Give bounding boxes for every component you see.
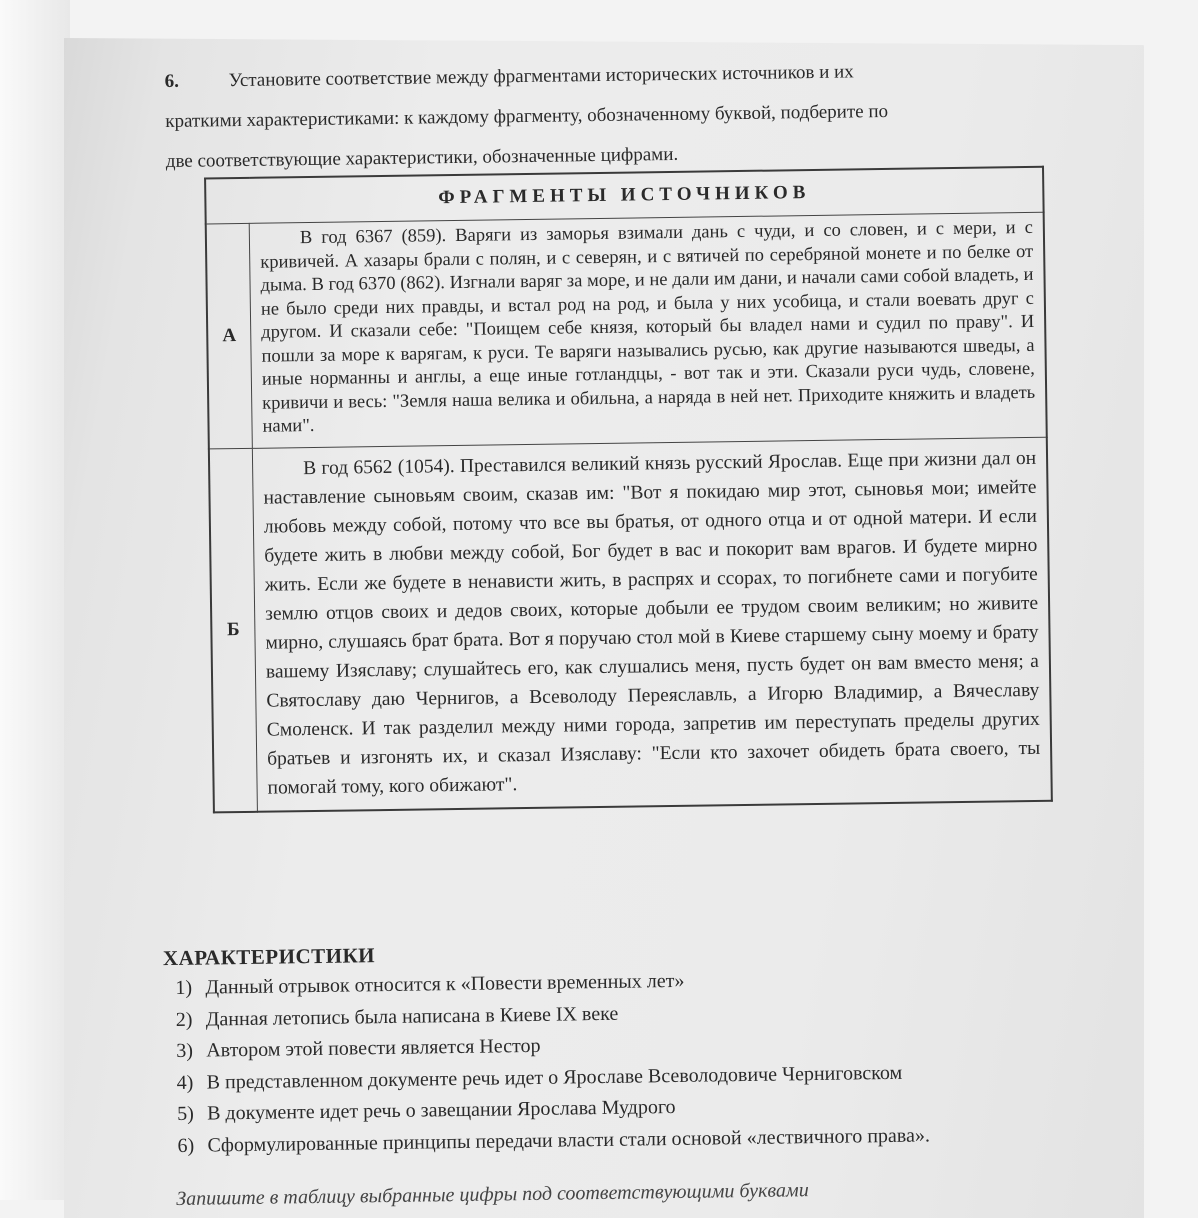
table-row <box>206 212 1047 448</box>
list-item: 6) Сформулированные принципы передачи власти стали основой «лествичного права». <box>177 1123 931 1157</box>
sources-table <box>204 166 1053 813</box>
task-statement <box>164 50 1026 182</box>
task-line-2: краткими характеристиками: к каждому фрагменту, обозначенному буквой, подберите по <box>165 100 889 133</box>
footer-cut-text: Запишите в таблицу выбранные цифры под соответствующими буквами <box>176 1179 809 1210</box>
task-line-3: две соответствующие характеристики, обозначенные цифрами. <box>165 143 679 173</box>
fragment-text-a: В год 6367 (859). Варяги из заморья взимали дань с чуди, и со словен, и с мери, и с кривичей. А хазары брали с полян, и с северян, и с вятичей по серебряной монете и по белке от дыма. В год 6370 (862). Изгнали варяг за море, и не дали им дани, и начали сами собой владеть, и не было среди них правды, и встал род на род, и была у них усобица, и стали воевать друг с другом. И сказали себе: "Поищем себе князя, который бы владел нами и судил по праву". И пошли за море к варягам, к руси. Те варяги назывались русью, как другие называются шведы, а иные норманны и англы, а еще иные готландцы, - вот так и эти. Сказали руси чудь, словене, кривичи и весь: "Земля наша велика и обильна, а наряда в ней нет. Приходите княжить и владеть нами". <box>249 212 1047 448</box>
task-number: 6. <box>164 70 180 93</box>
characteristics-section <box>163 933 1086 1162</box>
fragment-text-b: В год 6562 (1054). Преставился великий князь русский Ярослав. Еще при жизни дал он наставление сыновьям своим, сказав им: "Вот я покидаю мир этот, сыновья мои; имейте любовь между собой, потому что все вы братья, от одного отца и от одной матери. И если будете жить в любви между собой, Бог будет в вас и покорит вам врагов. И будете мирно жить. Если же будете в ненависти жить, в распрях и ссорах, то погибнете сами и погубите землю отцов своих и дедов своих, которые добыли ее трудом своим великим; но живите мирно, слушаясь брат брата. Вот я поручаю стол мой в Киеве старшему сыну моему и брату вашему Изяславу; слушайтесь его, как слушались меня, пусть будет он вам вместо меня; а Святославу даю Чернигов, а Всеволоду Переяславль, а Игорю Владимир, а Вячеславу Смоленск. И так разделил между ними города, запретив им переступать пределы других братьев и изгонять их, и сказал Изяславу: "Если кто захочет обидеть брата своего, ты помогай тому, кого обижают". <box>252 437 1051 812</box>
list-item: 1) Данный отрывок относится к «Повести временных лет» <box>175 969 685 999</box>
list-item: 3) Автором этой повести является Нестор <box>176 1034 541 1062</box>
list-item: 5) В документе идет речь о завещании Ярослава Мудрого <box>176 1095 676 1125</box>
list-item: 2) Данная летопись была написана в Киеве IX веке <box>175 1002 619 1031</box>
fragment-letter-b: Б <box>209 448 258 812</box>
fragment-letter-a: А <box>206 223 253 448</box>
task-line-1: 6. Установите соответствие между фрагментами исторических источников и их <box>164 50 1024 102</box>
characteristics-list <box>163 960 1086 1162</box>
characteristics-title: ХАРАКТЕРИСТИКИ <box>162 943 376 971</box>
list-item: 4) В представленном документе речь идет о Ярославе Всеволодовиче Черниговском <box>176 1061 903 1094</box>
table-row <box>209 437 1052 812</box>
table-header: ФРАГМЕНТЫ ИСТОЧНИКОВ <box>205 167 1044 224</box>
